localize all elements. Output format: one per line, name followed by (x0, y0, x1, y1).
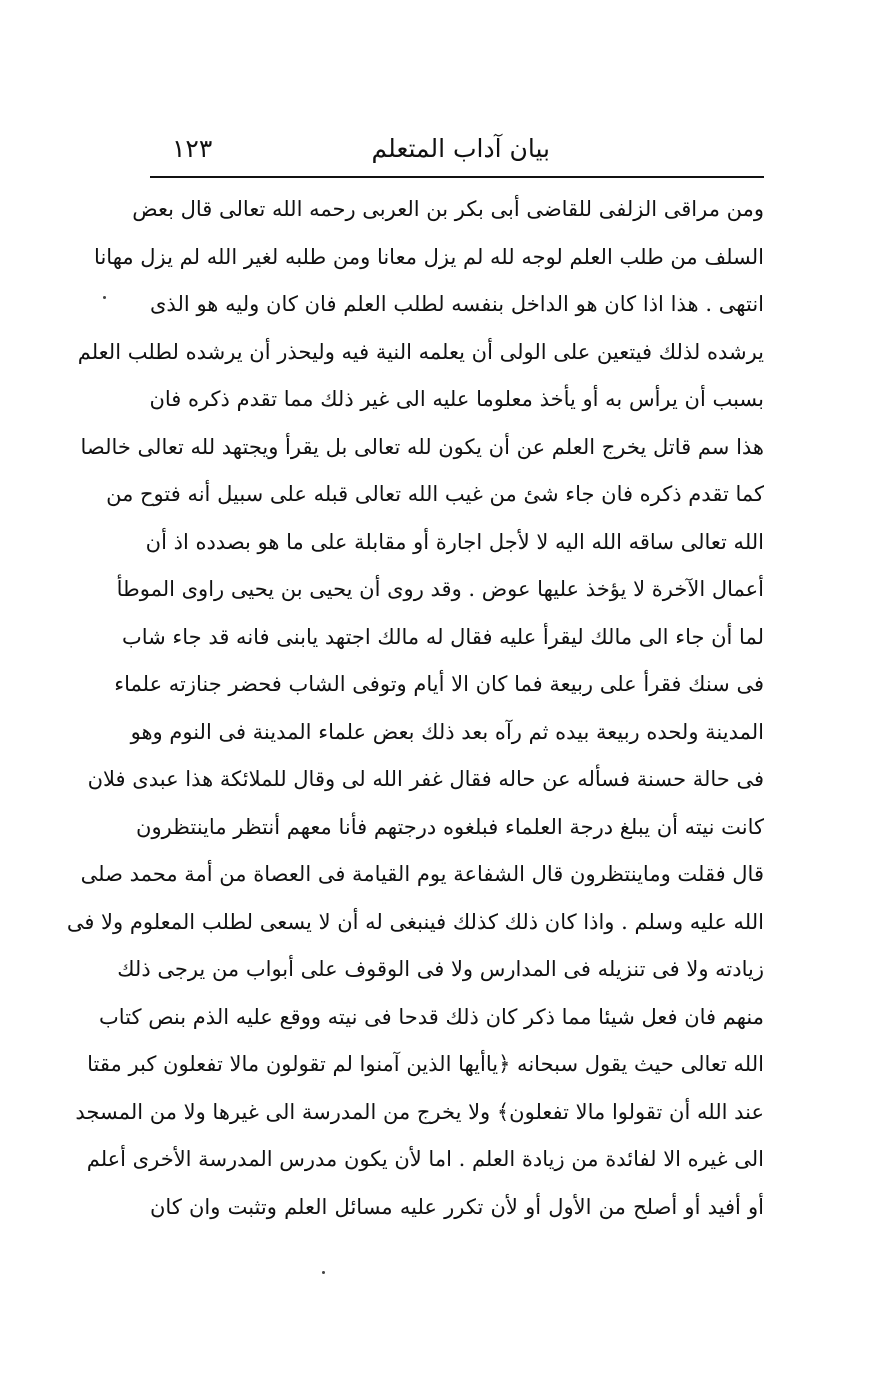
text-line: هذا سم قاتل يخرج العلم عن أن يكون لله تعالى بل يقرأ ويجتهد لله تعالى خالصا (80, 434, 764, 459)
text-line: انتهى . هذا اذا كان هو الداخل بنفسه لطلب العلم فان كان وليه هو الذى (150, 292, 764, 316)
text-line: الى غيره الا لفائدة من زيادة العلم . اما لأن يكون مدرس المدرسة الأخرى أعلم (86, 1147, 764, 1171)
text-line: فى سنك فقرأ على ربيعة فما كان الا أيام وتوفى الشاب فحضر جنازته علماء (114, 672, 764, 696)
text-line: عند الله أن تقولوا مالا تفعلون﴾ ولا يخرج من المدرسة الى غيرها ولا من المسجد (75, 1099, 764, 1124)
text-line: بسبب أن يرأس به أو يأخذ معلوما عليه الى غير ذلك مما تقدم ذكره فان (149, 387, 764, 411)
scan-speck (103, 296, 106, 299)
header-rule (150, 176, 764, 178)
scan-speck (322, 1271, 325, 1274)
text-line: منهم فان فعل شيئا مما ذكر كان ذلك قدحا فى نيته ووقع عليه الذم بنص كتاب (99, 1004, 764, 1029)
text-line: الله عليه وسلم . واذا كان ذلك كذلك فينبغى له أن لا يسعى لطلب المعلوم ولا فى (66, 909, 764, 934)
text-line: زيادته ولا فى تنزيله فى المدارس ولا فى الوقوف على أبواب من يرجى ذلك (117, 957, 764, 981)
text-line: كما تقدم ذكره فان جاء شئ من غيب الله تعالى قبله على سبيل أنه فتوح من (106, 482, 764, 506)
text-line: كانت نيته أن يبلغ درجة العلماء فبلغوه درجتهم فأنا معهم أنتظر ماينتظرون (136, 814, 764, 839)
body-text (66, 186, 764, 1231)
chapter-title: بيان آداب المتعلم (371, 134, 550, 163)
text-line: أعمال الآخرة لا يؤخذ عليها عوض . وقد روى أن يحيى بن يحيى راوى الموطأ (116, 577, 764, 601)
text-line: أو أفيد أو أصلح من الأول أو لأن تكرر عليه مسائل العلم وتثبت وان كان (150, 1194, 764, 1219)
text-line: لما أن جاء الى مالك ليقرأ عليه فقال له مالك اجتهد يابنى فانه قد جاء شاب (121, 624, 764, 649)
page-number: ١٢٣ (172, 134, 213, 163)
text-line: ومن مراقى الزلفى للقاضى أبى بكر بن العربى رحمه الله تعالى قال بعض (132, 197, 764, 221)
text-line: الله تعالى ساقه الله اليه لا لأجل اجارة أو مقابلة على ما هو بصدده اذ أن (145, 529, 764, 554)
text-line: فى حالة حسنة فسأله عن حاله فقال غفر الله لى وقال للملائكة هذا عبدى فلان (87, 767, 764, 791)
text-line: يرشده لذلك فيتعين على الولى أن يعلمه النية فيه وليحذر أن يرشده لطلب العلم (77, 339, 764, 364)
text-line: الله تعالى حيث يقول سبحانه ﴿ياأيها الذين آمنوا لم تقولون مالا تفعلون كبر مقتا (87, 1052, 764, 1076)
text-line: قال فقلت وماينتظرون قال الشفاعة يوم القيامة فى العصاة من أمة محمد صلى (80, 862, 764, 886)
text-line: المدينة ولحده ربيعة بيده ثم رآه بعد ذلك بعض علماء المدينة فى النوم وهو (130, 719, 764, 744)
text-line: السلف من طلب العلم لوجه لله لم يزل معانا ومن طلبه لغير الله لم يزل مهانا (94, 244, 764, 269)
running-header (150, 128, 762, 172)
